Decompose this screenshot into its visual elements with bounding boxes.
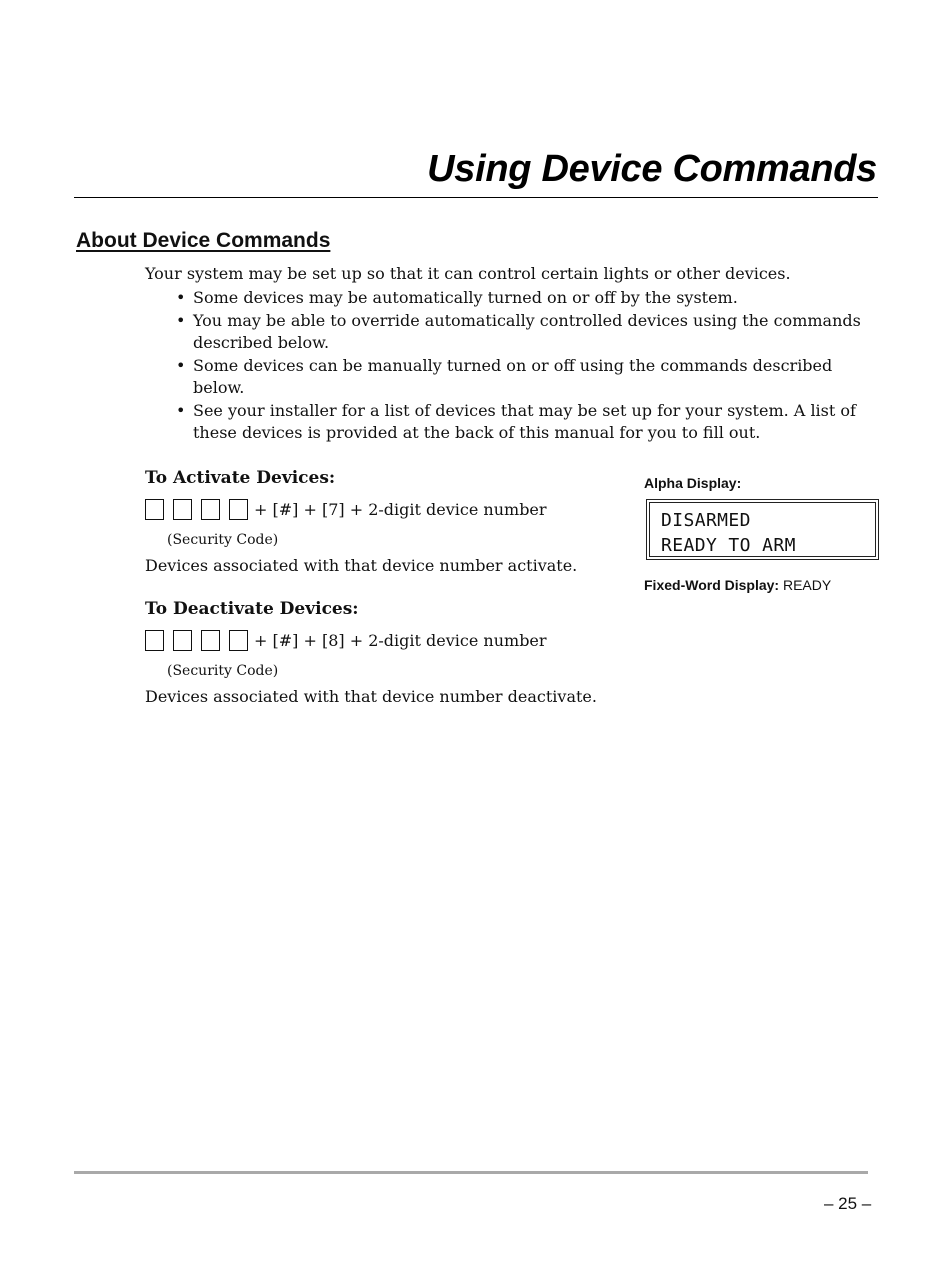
list-item — [176, 287, 871, 309]
fixed-word-display-value: READY — [782, 577, 832, 593]
list-item — [176, 400, 871, 444]
security-code-digit-box — [145, 499, 164, 520]
footer-divider — [74, 1171, 868, 1174]
bullet-icon: • — [176, 311, 186, 330]
alpha-display-inner — [649, 502, 876, 557]
security-code-digit-box — [173, 630, 192, 651]
bullet-text: You may be able to override automatically controlled devices using the commands described below. — [193, 311, 861, 352]
bullet-text: See your installer for a list of devices that may be set up for your system. A list of these devices is provided at the back of this manual for you to fill out. — [193, 401, 856, 442]
deactivate-code-caption: (Security Code) — [167, 663, 279, 679]
alpha-display-label: Alpha Display: — [644, 475, 742, 491]
security-code-digit-box — [201, 499, 220, 520]
list-item — [176, 355, 871, 399]
fixed-word-display-label: Fixed-Word Display: — [644, 577, 780, 593]
bullet-icon: • — [176, 288, 186, 307]
activate-formula: + [#] + [7] + 2-digit device number — [254, 499, 547, 519]
activate-heading: To Activate Devices: — [145, 468, 336, 488]
bullet-list — [176, 287, 871, 445]
security-code-digit-box — [229, 499, 248, 520]
bullet-icon: • — [176, 356, 186, 375]
deactivate-heading: To Deactivate Devices: — [145, 599, 359, 619]
intro-paragraph: Your system may be set up so that it can control certain lights or other devices. — [145, 264, 791, 283]
activate-result: Devices associated with that device number activate. — [145, 556, 578, 575]
page-title: Using Device Commands — [427, 148, 877, 190]
fixed-word-display — [644, 577, 831, 593]
activate-code-caption: (Security Code) — [167, 532, 279, 548]
alpha-display-line-2: READY TO ARM — [661, 535, 796, 556]
bullet-icon: • — [176, 401, 186, 420]
bullet-text: Some devices can be manually turned on or off using the commands described below. — [193, 356, 833, 397]
list-item — [176, 310, 871, 354]
deactivate-code-sequence — [145, 628, 547, 652]
activate-code-sequence — [145, 497, 547, 521]
deactivate-formula: + [#] + [8] + 2-digit device number — [254, 630, 547, 650]
security-code-digit-box — [173, 499, 192, 520]
alpha-display-line-1: DISARMED — [661, 510, 751, 531]
security-code-digit-box — [229, 630, 248, 651]
section-heading: About Device Commands — [76, 229, 331, 252]
deactivate-result: Devices associated with that device number deactivate. — [145, 687, 597, 706]
bullet-text: Some devices may be automatically turned on or off by the system. — [193, 288, 738, 307]
page-number: – 25 – — [824, 1194, 872, 1213]
title-divider — [74, 197, 878, 198]
alpha-display-screen — [646, 499, 879, 560]
security-code-digit-box — [201, 630, 220, 651]
security-code-digit-box — [145, 630, 164, 651]
